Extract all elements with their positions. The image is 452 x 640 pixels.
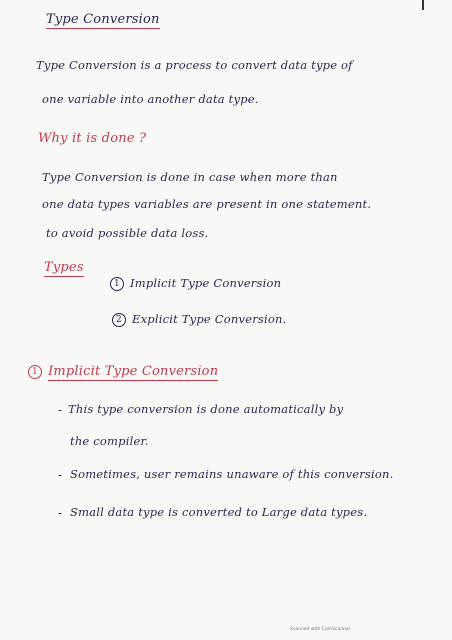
type-label-1: Implicit Type Conversion: [130, 276, 282, 290]
implicit-bullet-1-line-1: This type conversion is done automatically by: [68, 402, 344, 416]
type-number-1: 1: [110, 277, 124, 291]
implicit-heading: [28, 364, 218, 379]
types-heading-text: Types: [44, 260, 84, 275]
implicit-bullet-2: Sometimes, user remains unaware of this conversion.: [70, 467, 394, 481]
definition-line-1: Type Conversion is a process to convert data type of: [36, 58, 353, 72]
type-item-1: [110, 276, 281, 291]
page-title: [46, 12, 160, 27]
why-line-2: one data types variables are present in one statement.: [42, 197, 372, 211]
why-heading-text: Why it is done ?: [38, 131, 147, 146]
implicit-heading-text: Implicit Type Conversion: [48, 364, 219, 379]
type-item-2: [112, 312, 286, 327]
implicit-bullet-3: Small data type is converted to Large data types.: [70, 505, 368, 519]
implicit-bullet-1-line-2: the compiler.: [70, 434, 149, 448]
type-number-2: 2: [112, 313, 126, 327]
bullet-dash-3: -: [58, 506, 63, 520]
page-title-text: Type Conversion: [46, 12, 160, 27]
bullet-dash-1: -: [58, 403, 63, 417]
pen-mark: [422, 0, 424, 10]
implicit-number: 1: [28, 365, 42, 379]
scanner-footer: Scanned with CamScanner: [290, 627, 351, 632]
why-line-1: Type Conversion is done in case when more than: [42, 170, 338, 184]
why-heading: [38, 131, 146, 146]
bullet-dash-2: -: [58, 468, 63, 482]
type-label-2: Explicit Type Conversion.: [132, 312, 287, 326]
types-heading: [44, 260, 84, 275]
why-line-3: to avoid possible data loss.: [46, 226, 209, 240]
definition-line-2: one variable into another data type.: [42, 92, 259, 106]
